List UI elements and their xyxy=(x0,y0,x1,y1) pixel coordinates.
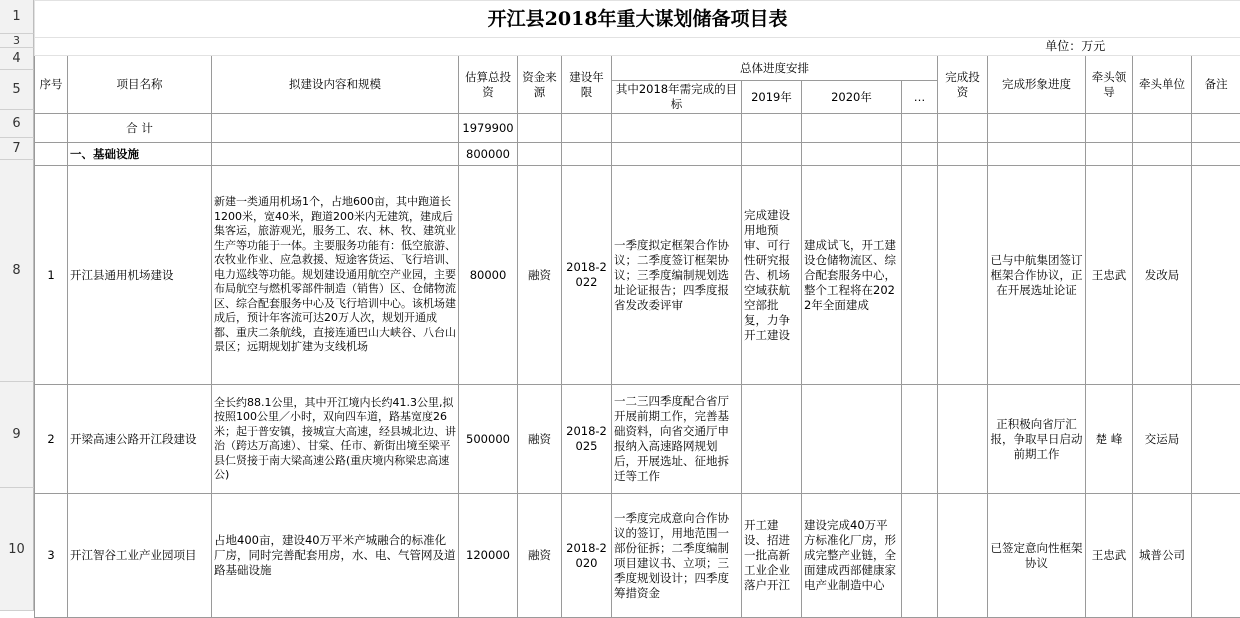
row-progress[interactable]: 正积极向省厅汇报，争取早日启动前期工作 xyxy=(988,385,1086,494)
row-estimate[interactable]: 120000 xyxy=(459,494,518,618)
row-seq[interactable]: 1 xyxy=(35,166,68,385)
cell[interactable] xyxy=(802,143,902,166)
header-seq[interactable]: 序号 xyxy=(35,56,68,114)
header-2019[interactable]: 2019年 xyxy=(742,81,802,114)
row-seq[interactable]: 3 xyxy=(35,494,68,618)
row-target-2018[interactable]: 一二三四季度配合省厅开展前期工作，完善基础资料，向省交通厅申报纳入高速路网规划后，开展选址、征地拆迁等工作 xyxy=(612,385,742,494)
header-target-2018[interactable]: 其中2018年需完成的目标 xyxy=(612,81,742,114)
row-period[interactable]: 2018-2020 xyxy=(562,494,612,618)
row-content[interactable]: 全长约88.1公里，其中开江境内长约41.3公里,拟按照100公里／小时，双向四车道，路基宽度26米；起于普安镇，接城宣大高速，经县城北边、讲治（跨达万高速）、甘棠、任市、新街出境至梁平县仁贤接于南大梁高速公路(重庆境内称梁忠高速公) xyxy=(212,385,459,494)
row-funding[interactable]: 融资 xyxy=(518,166,562,385)
cell[interactable] xyxy=(212,143,459,166)
cell[interactable] xyxy=(902,114,938,143)
row-funding[interactable]: 融资 xyxy=(518,494,562,618)
row-remark[interactable] xyxy=(1192,166,1240,385)
row-header-6[interactable]: 6 xyxy=(0,110,34,138)
row-progress[interactable]: 已与中航集团签订框架合作协议，正在开展选址论证 xyxy=(988,166,1086,385)
header-2020[interactable]: 2020年 xyxy=(802,81,902,114)
cell[interactable] xyxy=(938,143,988,166)
sheet-title[interactable]: 开江县2018年重大谋划储备项目表 xyxy=(35,1,1240,38)
row-estimate[interactable]: 500000 xyxy=(459,385,518,494)
row-completed[interactable] xyxy=(938,494,988,618)
cell[interactable] xyxy=(35,114,68,143)
row-remark[interactable] xyxy=(1192,494,1240,618)
row-content[interactable]: 新建一类通用机场1个，占地600亩，其中跑道长1200米，宽40米，跑道200米内无建筑，建成后集客运，旅游观光，服务工、农、林、牧、建筑业生产等功能于一体。主要服务功能有：低空旅游、农牧业作业、应急救援、短途客货运、飞行培训、电力巡线等功能。规划建设通用航空产业园，主要布局航空与燃机零部件制造（销售）区、仓储物流区、综合配套服务中心及飞行培训中心。该机场建成后，预计年客流可达20万人次，规划开通成都、重庆二条航线，直接连通巴山大峡谷、八台山景区；远期规划扩建为支线机场 xyxy=(212,166,459,385)
header-funding[interactable]: 资金来源 xyxy=(518,56,562,114)
cell[interactable] xyxy=(802,114,902,143)
row-name[interactable]: 开江县通用机场建设 xyxy=(68,166,212,385)
row-2019[interactable]: 开工建设、招进一批高新工业企业落户开江 xyxy=(742,494,802,618)
table-row xyxy=(35,166,1240,385)
row-funding[interactable]: 融资 xyxy=(518,385,562,494)
cell[interactable] xyxy=(1133,143,1192,166)
cell[interactable] xyxy=(562,114,612,143)
cell[interactable] xyxy=(1192,114,1240,143)
row-2019[interactable] xyxy=(742,385,802,494)
row-name[interactable]: 开江智谷工业产业园项目 xyxy=(68,494,212,618)
row-header-1[interactable]: 1 xyxy=(0,0,34,34)
header-more[interactable]: … xyxy=(902,81,938,114)
row-remark[interactable] xyxy=(1192,385,1240,494)
cell[interactable] xyxy=(988,143,1086,166)
header-estimate[interactable]: 估算总投资 xyxy=(459,56,518,114)
row-header-4[interactable]: 4 xyxy=(0,48,34,70)
cell[interactable] xyxy=(612,114,742,143)
header-remark[interactable]: 备注 xyxy=(1192,56,1240,114)
row-content[interactable]: 占地400亩，建设40万平米产城融合的标准化厂房，同时完善配套用房，水、电、气管网及道路基础设施 xyxy=(212,494,459,618)
cell[interactable] xyxy=(902,166,938,385)
cell[interactable] xyxy=(612,143,742,166)
cell[interactable] xyxy=(518,114,562,143)
header-unit[interactable]: 牵头单位 xyxy=(1133,56,1192,114)
row-name[interactable]: 开梁高速公路开江段建设 xyxy=(68,385,212,494)
row-unit[interactable]: 发改局 xyxy=(1133,166,1192,385)
header-schedule[interactable]: 总体进度安排 xyxy=(612,56,938,81)
row-leader[interactable]: 楚 峰 xyxy=(1086,385,1133,494)
row-leader[interactable]: 王忠武 xyxy=(1086,494,1133,618)
cell[interactable] xyxy=(212,114,459,143)
cell[interactable] xyxy=(1192,143,1240,166)
row-estimate[interactable]: 80000 xyxy=(459,166,518,385)
row-progress[interactable]: 已签定意向性框架协议 xyxy=(988,494,1086,618)
row-2020[interactable] xyxy=(802,385,902,494)
cell[interactable] xyxy=(988,114,1086,143)
cell[interactable] xyxy=(562,143,612,166)
section-estimate[interactable]: 800000 xyxy=(459,143,518,166)
cell[interactable] xyxy=(902,143,938,166)
cell[interactable] xyxy=(1086,143,1133,166)
row-unit[interactable]: 城普公司 xyxy=(1133,494,1192,618)
cell[interactable] xyxy=(938,114,988,143)
row-2020[interactable]: 建设完成40万平方标准化厂房，形成完整产业链，全面建成西部健康家电产业制造中心 xyxy=(802,494,902,618)
row-period[interactable]: 2018-2025 xyxy=(562,385,612,494)
row-seq[interactable]: 2 xyxy=(35,385,68,494)
row-header-3[interactable]: 3 xyxy=(0,34,34,48)
cell[interactable] xyxy=(1086,114,1133,143)
cell[interactable] xyxy=(35,143,68,166)
header-content[interactable]: 拟建设内容和规模 xyxy=(212,56,459,114)
section-label[interactable]: 一、基础设施 xyxy=(68,143,212,166)
header-period[interactable]: 建设年限 xyxy=(562,56,612,114)
row-header-5[interactable]: 5 xyxy=(0,70,34,110)
row-target-2018[interactable]: 一季度拟定框架合作协议；二季度签订框架协议；三季度编制规划选址论证报告；四季度报省发改委评审 xyxy=(612,166,742,385)
unit-label[interactable]: 单位：万元 xyxy=(35,38,1240,56)
project-table xyxy=(34,0,1240,618)
row-header-9[interactable]: 9 xyxy=(0,382,34,488)
header-name[interactable]: 项目名称 xyxy=(68,56,212,114)
header-progress[interactable]: 完成形象进度 xyxy=(988,56,1086,114)
cell[interactable] xyxy=(518,143,562,166)
total-estimate[interactable]: 1979900 xyxy=(459,114,518,143)
cell[interactable] xyxy=(1133,114,1192,143)
row-header-8[interactable]: 8 xyxy=(0,160,34,382)
row-target-2018[interactable]: 一季度完成意向合作协议的签订，用地范围一部份征拆；二季度编制项目建议书、立项；三季度规划设计；四季度筹措资金 xyxy=(612,494,742,618)
row-period[interactable]: 2018-2022 xyxy=(562,166,612,385)
cell[interactable] xyxy=(742,114,802,143)
table-row xyxy=(35,385,1240,494)
row-completed[interactable] xyxy=(938,166,988,385)
cell[interactable] xyxy=(742,143,802,166)
row-2020[interactable]: 建成试飞，开工建设仓储物流区、综合配套服务中心，整个工程将在2022年全面建成 xyxy=(802,166,902,385)
header-completed[interactable]: 完成投资 xyxy=(938,56,988,114)
row-leader[interactable]: 王忠武 xyxy=(1086,166,1133,385)
total-label[interactable]: 合 计 xyxy=(68,114,212,143)
row-unit[interactable]: 交运局 xyxy=(1133,385,1192,494)
table-row xyxy=(35,494,1240,618)
row-2019[interactable]: 完成建设用地预审、可行性研究报告、机场空域获航空部批复，力争开工建设 xyxy=(742,166,802,385)
row-header-7[interactable]: 7 xyxy=(0,138,34,160)
header-leader[interactable]: 牵头领导 xyxy=(1086,56,1133,114)
row-completed[interactable] xyxy=(938,385,988,494)
cell[interactable] xyxy=(902,385,938,494)
row-header-10[interactable]: 10 xyxy=(0,488,34,611)
cell[interactable] xyxy=(902,494,938,618)
